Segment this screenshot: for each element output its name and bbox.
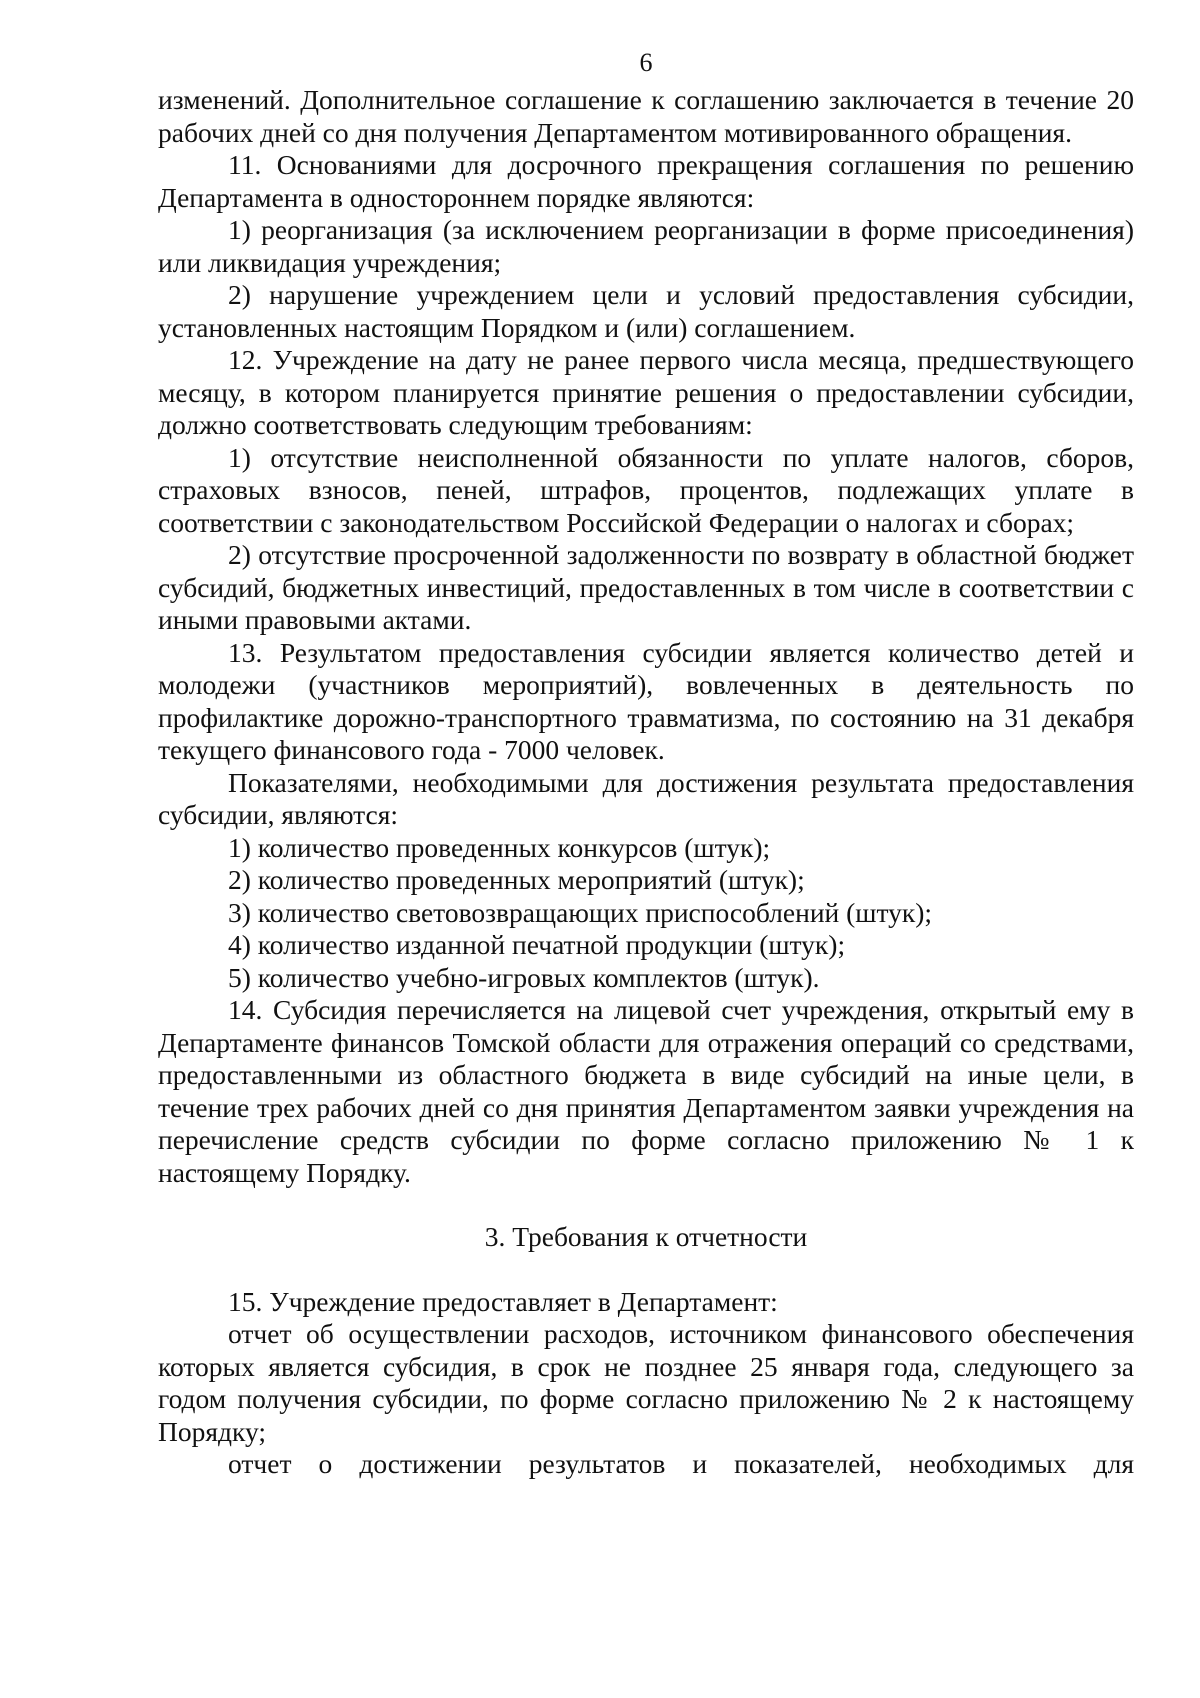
paragraph: 14. Субсидия перечисляется на лицевой счет учреждения, открытый ему в Департаменте финансов Томской области для отражения операций со средствами, предоставленными из областного бюджета в виде субсидий на иные цели, в течение трех рабочих дней со дня принятия Департаментом заявки учреждения на перечисление средств субсидии по форме согласно приложению № 1 к настоящему Порядку. — [158, 994, 1134, 1188]
paragraph: отчет о достижении результатов и показателей, необходимых для — [228, 1448, 1134, 1479]
list-item: 2) нарушение учреждением цели и условий предоставления субсидии, установленных настоящим Порядком и (или) соглашением. — [158, 279, 1134, 343]
paragraph: отчет об осуществлении расходов, источником финансового обеспечения которых является субсидия, в срок не позднее 25 января года, следующего за годом получения субсидии, по форме согласно приложению № 2 к настоящему Порядку; — [158, 1318, 1134, 1447]
body-before-section — [158, 84, 1134, 1189]
paragraph: 15. Учреждение предоставляет в Департамент: — [228, 1285, 778, 1317]
paragraph: 13. Результатом предоставления субсидии является количество детей и молодежи (участников мероприятий), вовлеченных в деятельность по профилактике дорожно-транспортного травматизма, по состоянию на 31 декабря текущего финансового года - 7000 человек. — [158, 636, 1134, 765]
list-item: 1) реорганизация (за исключением реорганизации в форме присоединения) или ликвидация учреждения; — [158, 214, 1134, 278]
paragraph: 12. Учреждение на дату не ранее первого числа месяца, предшествующего месяцу, в котором планируется принятие решения о предоставлении субсидии, должно соответствовать следующим требованиям: — [158, 344, 1134, 440]
list-item: 1) количество проведенных конкурсов (штук); — [228, 831, 771, 863]
list-item: 3) количество световозвращающих приспособлений (штук); — [228, 896, 933, 928]
list-item: 5) количество учебно-игровых комплектов (штук). — [228, 961, 820, 993]
paragraph: 11. Основаниями для досрочного прекращения соглашения по решению Департамента в одностороннем порядке являются: — [158, 149, 1134, 213]
paragraph: изменений. Дополнительное соглашение к соглашению заключается в течение 20 рабочих дней со дня получения Департаментом мотивированного обращения. — [158, 84, 1134, 148]
page-number: 6 — [639, 48, 653, 77]
body-after-section — [158, 1286, 1134, 1481]
list-item: 2) количество проведенных мероприятий (штук); — [228, 864, 805, 895]
document-page — [158, 48, 1134, 1481]
list-item: 1) отсутствие неисполненной обязанности по уплате налогов, сборов, страховых взносов, пеней, штрафов, процентов, подлежащих уплате в соответствии с законодательством Российской Федерации о налогах и сборах; — [158, 441, 1134, 538]
paragraph: Показателями, необходимыми для достижения результата предоставления субсидии, являются: — [158, 766, 1134, 830]
list-item: 4) количество изданной печатной продукции (штук); — [228, 929, 846, 960]
section-title: 3. Требования к отчетности — [484, 1221, 808, 1252]
list-item: 2) отсутствие просроченной задолженности по возврату в областной бюджет субсидий, бюджетных инвестиций, предоставленных в том числе в соответствии с иными правовыми актами. — [158, 539, 1134, 635]
